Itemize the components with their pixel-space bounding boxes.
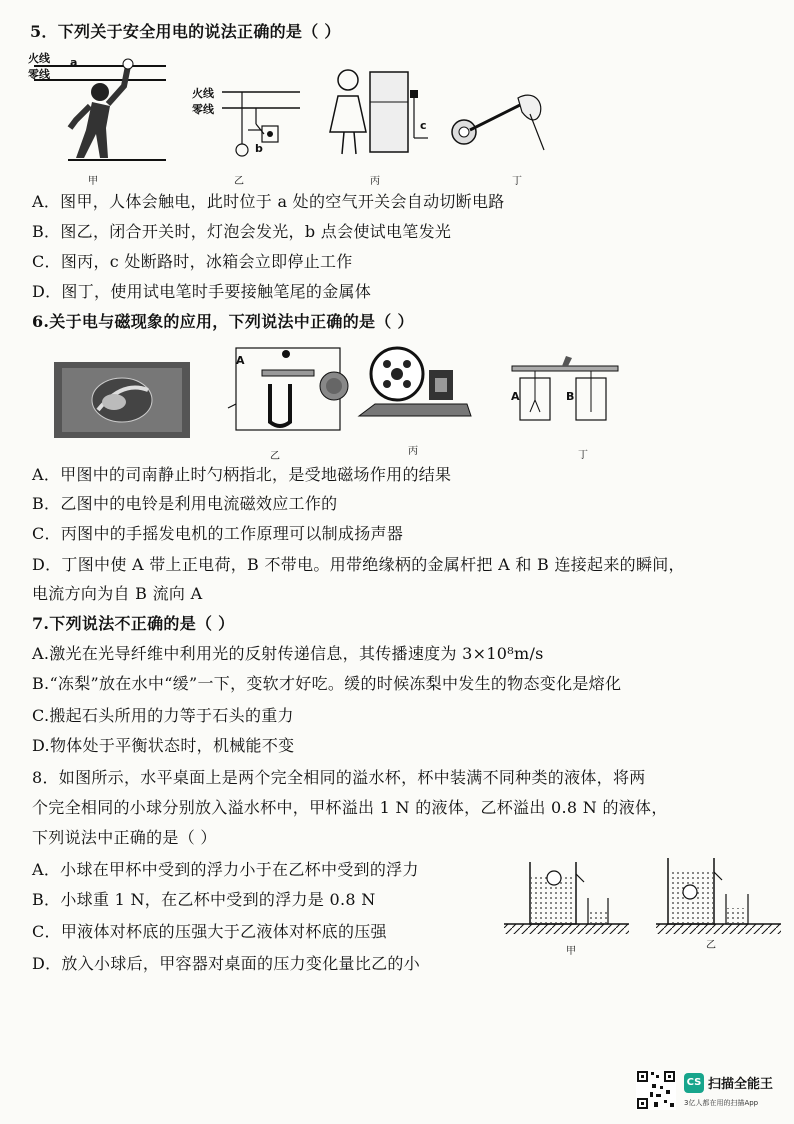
qr-code <box>636 1070 676 1110</box>
q6-ding-label-b: B <box>566 390 575 403</box>
q5-option-c: C．图丙，c 处断路时，冰箱会立即停止工作 <box>32 252 353 271</box>
q7-option-d: D.物体处于平衡状态时，机械能不变 <box>32 736 295 755</box>
q5-caption-jia: 甲 <box>88 176 98 187</box>
q8-option-b: B．小球重 1 N，在乙杯中受到的浮力是 0.8 N <box>32 890 376 909</box>
q6-yi-label-a: A <box>236 354 245 367</box>
q8-figure-yi <box>656 856 781 940</box>
q5-yi-neutral-label: 零线 <box>192 103 214 116</box>
q5-caption-ding: 丁 <box>512 176 522 187</box>
q8-caption-jia: 甲 <box>566 946 576 957</box>
q5-caption-yi: 乙 <box>234 176 244 187</box>
q6-option-d-cont: 电流方向为自 B 流向 A <box>32 584 203 603</box>
q6-ding-label-a: A <box>511 390 520 403</box>
q5-option-b: B．图乙，闭合开关时，灯泡会发光，b 点会使试电笔发光 <box>32 222 452 241</box>
q6-option-b: B．乙图中的电铃是利用电流磁效应工作的 <box>32 494 338 513</box>
q8-stem-line-2: 个完全相同的小球分别放入溢水杯中，甲杯溢出 1 N 的液体，乙杯溢出 0.8 N 的液体， <box>32 798 668 817</box>
camscanner-logo-icon: CS <box>684 1073 704 1093</box>
q6-caption-ding: 丁 <box>578 450 588 461</box>
q5-jia-point-a: a <box>70 56 78 69</box>
q8-option-c: C．甲液体对杯底的压强大于乙液体对杯底的压强 <box>32 922 387 941</box>
q8-stem-line-3: 下列说法中正确的是（ ） <box>32 828 217 847</box>
q5-option-a: A．图甲，人体会触电，此时位于 a 处的空气开关会自动切断电路 <box>32 192 505 211</box>
q5-bing-point-c: c <box>420 119 427 132</box>
q6-option-c: C．丙图中的手摇发电机的工作原理可以制成扬声器 <box>32 524 404 543</box>
camscanner-tagline: 3亿人都在用的扫描App <box>684 1099 759 1107</box>
q5-jia-neutral-label: 零线 <box>28 68 50 81</box>
q7-option-c: C.搬起石头所用的力等于石头的重力 <box>32 706 294 725</box>
q8-stem-line-1: 8．如图所示，水平桌面上是两个完全相同的溢水杯，杯中装满不同种类的液体，将两 <box>32 768 646 787</box>
q5-yi-live-label: 火线 <box>192 87 214 100</box>
q8-option-a: A．小球在甲杯中受到的浮力小于在乙杯中受到的浮力 <box>32 860 419 879</box>
q6-option-a: A．甲图中的司南静止时勺柄指北，是受地磁场作用的结果 <box>32 465 452 484</box>
q7-option-b: B.“冻梨”放在水中“缓”一下，变软才好吃。缓的时候冻梨中发生的物态变化是熔化 <box>32 674 622 693</box>
q6-stem: 6.关于电与磁现象的应用，下列说法中正确的是（ ） <box>32 312 414 331</box>
q6-option-d: D．丁图中使 A 带上正电荷，B 不带电。用带绝缘柄的金属杆把 A 和 B 连接起来的瞬间， <box>32 555 685 574</box>
q8-option-d: D．放入小球后，甲容器对桌面的压力变化量比乙的小 <box>32 954 421 973</box>
q6-figure-jia-sinan <box>52 360 192 440</box>
q5-caption-bing: 丙 <box>370 176 380 187</box>
q7-stem: 7.下列说法不正确的是（ ） <box>32 614 235 633</box>
camscanner-app-name: 扫描全能王 <box>708 1077 774 1092</box>
q6-caption-bing: 丙 <box>408 446 418 457</box>
q7-option-a: A.激光在光导纤维中利用光的反射传递信息，其传播速度为 3×10⁸m/s <box>32 644 544 663</box>
q5-yi-point-b: b <box>255 142 263 155</box>
q5-stem: 5．下列关于安全用电的说法正确的是（ ） <box>30 22 341 41</box>
q8-figure-jia <box>504 856 629 940</box>
q6-caption-yi: 乙 <box>270 451 280 462</box>
q5-option-d: D．图丁，使用试电笔时手要接触笔尾的金属体 <box>32 282 372 301</box>
q5-figure-ding <box>448 90 548 160</box>
q8-caption-yi: 乙 <box>706 940 716 951</box>
q6-figure-bing-generator <box>355 342 475 424</box>
q5-figure-bing <box>318 62 438 162</box>
q5-jia-live-label: 火线 <box>28 52 50 65</box>
